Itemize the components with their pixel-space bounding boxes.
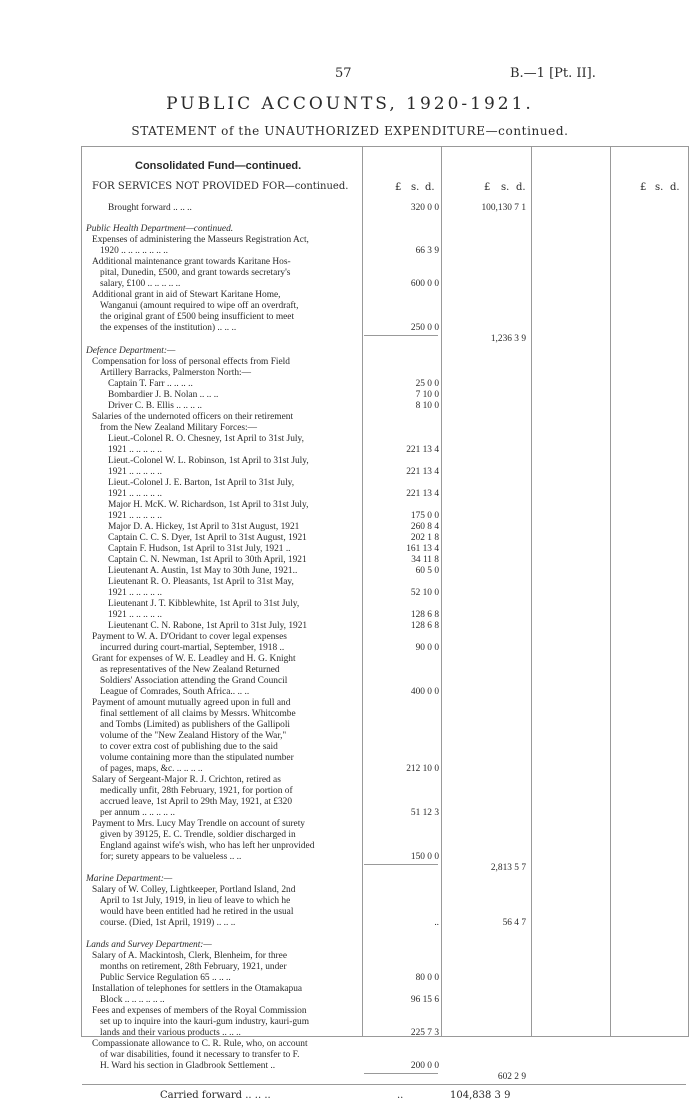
pounds-head: £ bbox=[484, 182, 491, 193]
statement-line: Fees and expenses of members of the Royal Commission bbox=[92, 1006, 307, 1016]
amount-col1: 260 8 4 bbox=[410, 522, 439, 532]
subtotal-rule bbox=[364, 1073, 438, 1074]
statement-line: final settlement of all claims by Messrs. Whitcombe bbox=[100, 709, 296, 719]
statement-line: the original grant of £500 being insufficient to meet bbox=[100, 312, 295, 322]
amount-col1: 221 13 4 bbox=[406, 445, 439, 455]
statement-line: 1921 .. .. .. .. .. bbox=[108, 445, 162, 455]
document-code: B.—1 [Pt. II]. bbox=[510, 66, 596, 81]
pounds-head: £ bbox=[395, 182, 402, 193]
statement-line: Lieutenant R. O. Pleasants, 1st April to 31st May, bbox=[108, 577, 294, 587]
amount-col1: 600 0 0 bbox=[410, 279, 439, 289]
amount-col1: 51 12 3 bbox=[410, 808, 439, 818]
amount-col1: 90 0 0 bbox=[415, 643, 439, 653]
statement-line: England against wife's wish, who has left her unprovided bbox=[100, 841, 315, 851]
statement-line: would have been entitled had he retired in the usual bbox=[100, 907, 294, 917]
statement-line: from the New Zealand Military Forces:— bbox=[100, 423, 257, 433]
amount-col1: 400 0 0 bbox=[410, 687, 439, 697]
statement-line: set up to inquire into the kauri-gum industry, kauri-gum bbox=[100, 1017, 309, 1027]
amount-col1: 128 6 8 bbox=[410, 621, 439, 631]
statement-line: Bombardier J. B. Nolan .. .. .. bbox=[108, 390, 219, 400]
carried-rule bbox=[82, 1084, 686, 1085]
carried-forward-col1: .. bbox=[397, 1090, 404, 1101]
statement-line: Lieut.-Colonel R. O. Chesney, 1st April to 31st July, bbox=[108, 434, 304, 444]
statement-line: Lands and Survey Department:— bbox=[86, 940, 212, 950]
statement-line: the expenses of the institution) .. .. .. bbox=[100, 323, 237, 333]
amount-col1: 150 0 0 bbox=[410, 852, 439, 862]
amount-col1: 200 0 0 bbox=[410, 1061, 439, 1071]
statement-line: Public Service Regulation 65 .. .. .. bbox=[100, 973, 231, 983]
statement-line: April to 1st July, 1919, in lieu of leave to which he bbox=[100, 896, 291, 906]
statement-line: incurred during court-martial, September, 1918 .. bbox=[100, 643, 285, 653]
amount-col1: 96 15 6 bbox=[410, 995, 439, 1005]
amount-col1: 34 11 8 bbox=[411, 555, 439, 565]
statement-line: Artillery Barracks, Palmerston North:— bbox=[100, 368, 252, 378]
statement-line: Lieutenant C. N. Rabone, 1st April to 31st July, 1921 bbox=[108, 621, 308, 631]
services-title: FOR SERVICES NOT PROVIDED FOR—continued. bbox=[92, 181, 349, 192]
subtotal-col2: 602 2 9 bbox=[497, 1072, 526, 1082]
page-number: 57 bbox=[335, 66, 352, 81]
statement-line: Expenses of administering the Masseurs Registration Act, bbox=[92, 235, 309, 245]
statement-line: volume of the "New Zealand History of the War," bbox=[100, 731, 287, 741]
statement-line: per annum .. .. .. .. .. bbox=[100, 808, 175, 818]
statement-line: pital, Dunedin, £500, and grant towards secretary's bbox=[100, 268, 291, 278]
statement-line: 1921 .. .. .. .. .. bbox=[108, 610, 162, 620]
amount-col1: .. bbox=[434, 918, 439, 928]
statement-line: Payment to W. A. D'Oridant to cover legal expenses bbox=[92, 632, 287, 642]
amount-col1: 25 0 0 bbox=[415, 379, 439, 389]
amount-col1: 66 3 9 bbox=[415, 246, 439, 256]
shillings-head: s. bbox=[655, 182, 664, 193]
statement-line: Compassionate allowance to C. R. Rule, who, on account bbox=[92, 1039, 308, 1049]
statement-line: volume containing more than the stipulated number bbox=[100, 753, 294, 763]
statement-line: medically unfit, 28th February, 1921, for portion of bbox=[100, 786, 293, 796]
subtotal-col2: 1,236 3 9 bbox=[490, 334, 526, 344]
amount-col1: 80 0 0 bbox=[415, 973, 439, 983]
statement-line: Salary of W. Colley, Lightkeeper, Portland Island, 2nd bbox=[92, 885, 296, 895]
pounds-head: £ bbox=[640, 182, 647, 193]
statement-line: Defence Department:— bbox=[86, 346, 176, 356]
statement-line: Major D. A. Hickey, 1st April to 31st August, 1921 bbox=[108, 522, 300, 532]
amount-col2: 100,130 7 1 bbox=[481, 203, 526, 213]
statement-line: accrued leave, 1st April to 29th May, 1921, at £320 bbox=[100, 797, 293, 807]
statement-line: Marine Department:— bbox=[86, 874, 173, 884]
statement-line: Compensation for loss of personal effects from Field bbox=[92, 357, 290, 367]
statement-line: Captain C. C. S. Dyer, 1st April to 31st August, 1921 bbox=[108, 533, 307, 543]
statement-line: Lieut.-Colonel J. E. Barton, 1st April to 31st July, bbox=[108, 478, 295, 488]
statement-line: League of Comrades, South Africa.. .. .. bbox=[100, 687, 250, 697]
amount-col1: 221 13 4 bbox=[406, 467, 439, 477]
amount-col2: 56 4 7 bbox=[502, 918, 526, 928]
subtotal-rule bbox=[364, 335, 438, 336]
amount-col1: 175 0 0 bbox=[410, 511, 439, 521]
statement-line: Wanganui (amount required to wipe off an overdraft, bbox=[100, 301, 299, 311]
statement-line: H. Ward his section in Gladbrook Settlement .. bbox=[100, 1061, 276, 1071]
statement-line: and Tombs (Limited) as publishers of the Gallipoli bbox=[100, 720, 291, 730]
statement-line: 1921 .. .. .. .. .. bbox=[108, 489, 162, 499]
statement-line: for; surety appears to be valueless .. .. bbox=[100, 852, 242, 862]
statement-line: as representatives of the New Zealand Returned bbox=[100, 665, 280, 675]
statement-line: Soldiers' Association attending the Grand Council bbox=[100, 676, 288, 686]
pence-head: d. bbox=[670, 182, 680, 193]
statement-line: Brought forward .. .. .. bbox=[108, 203, 192, 213]
statement-line: Salaries of the undernoted officers on their retirement bbox=[92, 412, 294, 422]
statement-line: Lieutenant J. T. Kibblewhite, 1st April to 31st July, bbox=[108, 599, 300, 609]
page-title: PUBLIC ACCOUNTS, 1920-1921. bbox=[166, 94, 534, 114]
statement-line: Additional maintenance grant towards Karitane Hos- bbox=[92, 257, 291, 267]
amount-col1: 221 13 4 bbox=[406, 489, 439, 499]
carried-forward-total: 104,838 3 9 bbox=[450, 1090, 511, 1101]
statement-line: to cover extra cost of publishing due to the said bbox=[100, 742, 278, 752]
statement-line: 1921 .. .. .. .. .. bbox=[108, 511, 162, 521]
statement-line: lands and their various products .. .. .. bbox=[100, 1028, 241, 1038]
amount-col1: 212 10 0 bbox=[406, 764, 439, 774]
statement-line: Captain C. N. Newman, 1st April to 30th April, 1921 bbox=[108, 555, 307, 565]
statement-line: 1921 .. .. .. .. .. bbox=[108, 467, 162, 477]
statement-line: Captain T. Farr .. .. .. .. bbox=[108, 379, 193, 389]
statement-line: Salary of A. Mackintosh, Clerk, Blenheim, for three bbox=[92, 951, 288, 961]
shillings-head: s. bbox=[501, 182, 510, 193]
subtotal-rule bbox=[364, 864, 438, 865]
shillings-head: s. bbox=[411, 182, 420, 193]
statement-line: Lieut.-Colonel W. L. Robinson, 1st April to 31st July, bbox=[108, 456, 309, 466]
amount-col1: 202 1 8 bbox=[410, 533, 439, 543]
statement-line: Salary of Sergeant-Major R. J. Crichton, retired as bbox=[92, 775, 281, 785]
amount-col1: 161 13 4 bbox=[406, 544, 439, 554]
statement-line: of pages, maps, &c. .. .. .. .. bbox=[100, 764, 203, 774]
statement-line: Payment of amount mutually agreed upon in full and bbox=[92, 698, 291, 708]
pence-head: d. bbox=[516, 182, 526, 193]
amount-col1: 60 5 0 bbox=[415, 566, 439, 576]
amount-col1: 128 6 8 bbox=[410, 610, 439, 620]
statement-line: Public Health Department—continued. bbox=[86, 224, 234, 234]
statement-line: Block .. .. .. .. .. .. bbox=[100, 995, 165, 1005]
statement-line: Additional grant in aid of Stewart Karitane Home, bbox=[92, 290, 281, 300]
amount-col1: 225 7 3 bbox=[410, 1028, 439, 1038]
amount-col1: 8 10 0 bbox=[415, 401, 439, 411]
statement-subtitle: STATEMENT of the UNAUTHORIZED EXPENDITURE—continued. bbox=[131, 124, 569, 138]
amount-col1: 7 10 0 bbox=[415, 390, 439, 400]
statement-line: Grant for expenses of W. E. Leadley and H. G. Knight bbox=[92, 654, 296, 664]
carried-forward-label: Carried forward .. .. .. bbox=[160, 1090, 271, 1101]
pence-head: d. bbox=[425, 182, 435, 193]
statement-line: Driver C. B. Ellis .. .. .. .. bbox=[108, 401, 203, 411]
statement-line: 1920 .. .. .. .. .. .. .. bbox=[100, 246, 168, 256]
statement-line: Installation of telephones for settlers in the Otamakapua bbox=[92, 984, 303, 994]
statement-line: Captain F. Hudson, 1st April to 31st July, 1921 .. bbox=[108, 544, 291, 554]
statement-line: Payment to Mrs. Lucy May Trendle on account of surety bbox=[92, 819, 305, 829]
statement-line: salary, £100 .. .. .. .. .. bbox=[100, 279, 181, 289]
amount-col1: 250 0 0 bbox=[410, 323, 439, 333]
amount-col1: 320 0 0 bbox=[410, 203, 439, 213]
statement-line: Lieutenant A. Austin, 1st May to 30th June, 1921.. bbox=[108, 566, 298, 576]
statement-line: months on retirement, 28th February, 1921, under bbox=[100, 962, 287, 972]
statement-line: Major H. McK. W. Richardson, 1st April to 31st July, bbox=[108, 500, 309, 510]
fund-title: Consolidated Fund—continued. bbox=[135, 160, 302, 172]
statement-line: given by 39125, E. C. Trendle, soldier discharged in bbox=[100, 830, 296, 840]
statement-line: of war disabilities, found it necessary to transfer to F. bbox=[100, 1050, 300, 1060]
subtotal-col2: 2,813 5 7 bbox=[490, 863, 526, 873]
amount-col1: 52 10 0 bbox=[410, 588, 439, 598]
statement-line: course. (Died, 1st April, 1919) .. .. .. bbox=[100, 918, 236, 928]
statement-line: 1921 .. .. .. .. .. bbox=[108, 588, 162, 598]
